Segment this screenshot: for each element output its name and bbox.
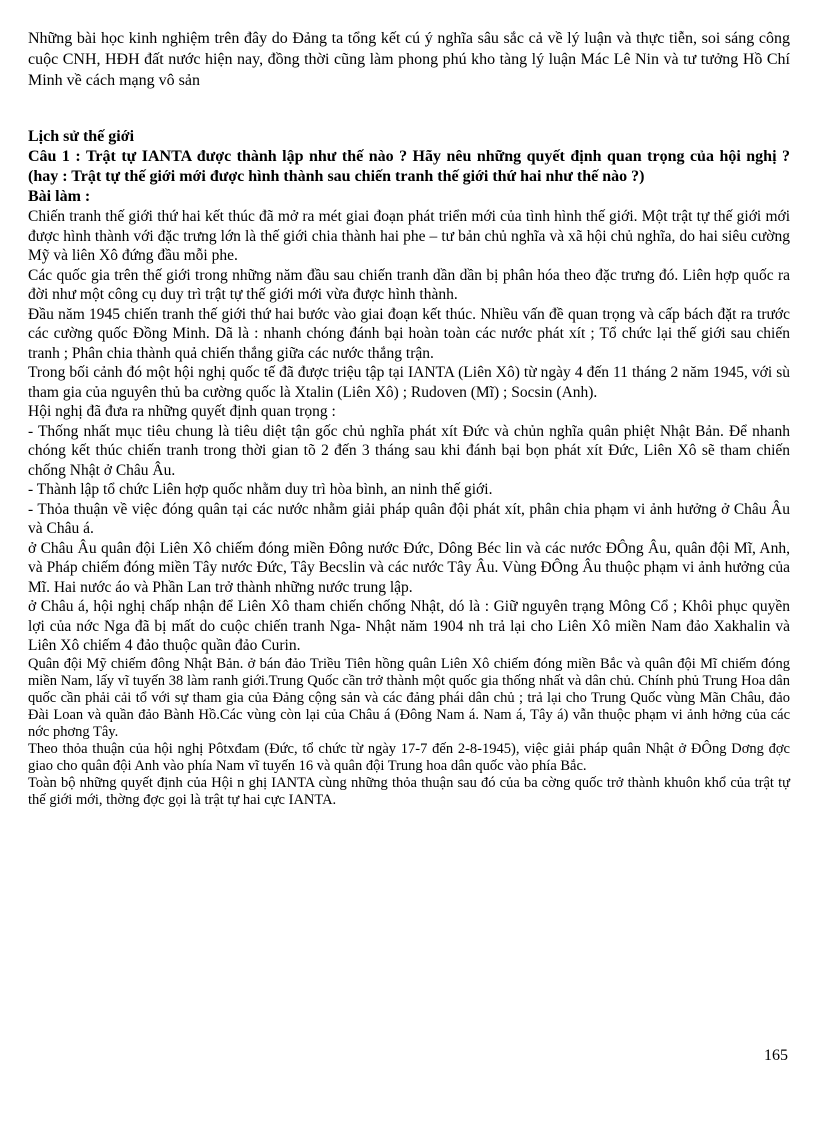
- intro-paragraph: Những bài học kinh nghiệm trên đây do Đảng ta tổng kết cú ý nghĩa sâu sắc cả về lý luận và thực tiễn, soi sáng công cuộc CNH, HĐH đất nước hiện nay, đồng thời cũng làm phong phú kho tàng lý luận Mác Lê Nin và tư tưởng Hồ Chí Minh về cách mạng vô sản: [28, 30, 790, 89]
- body-paragraph-6: - Thống nhất mục tiêu chung là tiêu diệt tận gốc chủ nghĩa phát xít Đức và chủn nghĩa quân phiệt Nhật Bản. Để nhanh chóng kết thúc chiến tranh trong thời gian tõ 2 đến 3 tháng sau khi đánh bại bọn phát xít Đức, Liên Xô sẽ tham chiến chống Nhật ở Châu Âu.: [28, 422, 790, 479]
- body-paragraph-10: ở Châu á, hội nghị chấp nhận để Liên Xô tham chiến chống Nhật, dó là : Giữ nguyên trạng Mông Cổ ; Khôi phục quyền lợi của nớc Nga đã bị mất do cuộc chiến tranh Nga- Nhật năm 1904 nh trả lại cho Liên Xô miền Nam đảo Xakhalin và Liên Xô chiếm 4 đảo thuộc quần đảo Curin.: [28, 598, 790, 654]
- body-paragraph-11: Quân đội Mỹ chiếm đông Nhật Bản. ở bán đảo Triều Tiên hồng quân Liên Xô chiếm đóng miền Bắc và quân đội Mĩ chiếm đóng miền Nam, lấy vĩ tuyến 38 làm ranh giới.Trung Quốc cần trở thành một quốc gia thống nhất và dân chủ. Chính phủ Trung Hoa dân quốc cần phải cải tổ với sự tham gia của Đảng cộng sản và các đảng phái dân chủ ; trả lại cho Trung Quốc vùng Mãn Châu, đảo Đài Loan và quần đảo Bành Hồ.Các vùng còn lại của Châu á (Đông Nam á. Nam á, Tây á) vẫn thuộc phạm vi ảnh hởng của các nớc phơng Tây.: [28, 655, 790, 740]
- body-paragraph-2: Các quốc gia trên thế giới trong những năm đầu sau chiến tranh dần dần bị phân hóa theo đặc trưng đó. Liên hợp quốc ra đời như một công cụ duy trì trật tự thế giới mới vừa được hình thành.: [28, 266, 790, 303]
- page-number: 165: [764, 1047, 788, 1064]
- body-paragraph-8: - Thỏa thuận về việc đóng quân tại các nước nhằm giải pháp quân đội phát xít, phân chia phạm vi ảnh hưởng ở Châu Âu và Châu á.: [28, 500, 790, 537]
- body-paragraph-12: Theo thỏa thuận của hội nghị Pôtxđam (Đức, tổ chức từ ngày 17-7 đến 2-8-1945), việc giải pháp quân Nhật ở ĐÔng Dơng đợc giao cho quân đội Anh vào phía Nam vĩ tuyến 16 và quân đội Trung hoa dân quốc vào phía Bắc.: [28, 740, 790, 774]
- section-title: Lịch sử thế giới: [28, 128, 135, 145]
- body-paragraph-13: Toàn bộ những quyết định của Hội n ghị IANTA cùng những thỏa thuận sau đó của ba cờng quốc trở thành khuôn khổ của trật tự thế giới mới, thờng đợc gọi là trật tự hai cực IANTA.: [28, 774, 790, 808]
- body-paragraph-1: Chiến tranh thế giới thứ hai kết thúc đã mở ra mét giai đoạn phát triển mới của tình hình thế giới. Một trật tự thế giới mới được hình thành với đặc trưng lớn là thế giới chia thành hai phe – tư bản chủ nghĩa và xã hội chủ nghĩa, do hai siêu cường Mỹ và liên Xô đứng đầu mỗi phe.: [28, 208, 790, 264]
- body-paragraph-4: Trong bối cảnh đó một hội nghị quốc tế đã được triệu tập tại IANTA (Liên Xô) từ ngày 4 đến 11 tháng 2 năm 1945, với sù tham gia của nguyên thủ ba cường quốc là Xtalin (Liên Xô) ; Rudoven (Mĩ) ; Socsin (Anh).: [28, 364, 790, 401]
- answer-label: Bài làm :: [28, 188, 91, 205]
- body-paragraph-9: ở Châu Âu quân đội Liên Xô chiếm đóng miền Đông nước Đức, Dông Béc lin và các nước ĐÔng Âu, quân đội Mĩ, Anh, và Pháp chiếm đóng miền Tây nước Đức, Tây Becslin và các nước Tây Âu. Vùng ĐÔng Âu thuộc phạm vi ảnh hưởng của Mĩ. Hai nước áo và Phần Lan trở thành những nước trung lập.: [28, 539, 790, 596]
- body-paragraph-5: Hội nghị đã đưa ra những quyết định quan trọng :: [28, 403, 336, 420]
- body-paragraph-7: - Thành lập tổ chức Liên hợp quốc nhằm duy trì hòa bình, an ninh thế giới.: [28, 481, 493, 498]
- question-heading: Câu 1 : Trật tự IANTA được thành lập như thế nào ? Hãy nêu những quyết định quan trọng của hội nghị ? (hay : Trật tự thế giới mới được hình thành sau chiến tranh thế giới thứ hai như thế nào ?): [28, 148, 790, 185]
- page-content: [28, 28, 790, 809]
- body-paragraph-3: Đầu năm 1945 chiến tranh thế giới thứ hai bước vào giai đoạn kết thúc. Nhiều vấn đề quan trọng và cấp bách đặt ra trước các cường quốc Đồng Minh. Dã là : nhanh chóng đánh bại hoàn toàn các nước phát xít ; Tổ chức lại thế giới sau chiến tranh ; Phân chia thành quả chiến thắng giữa các nước thắng trận.: [28, 305, 790, 362]
